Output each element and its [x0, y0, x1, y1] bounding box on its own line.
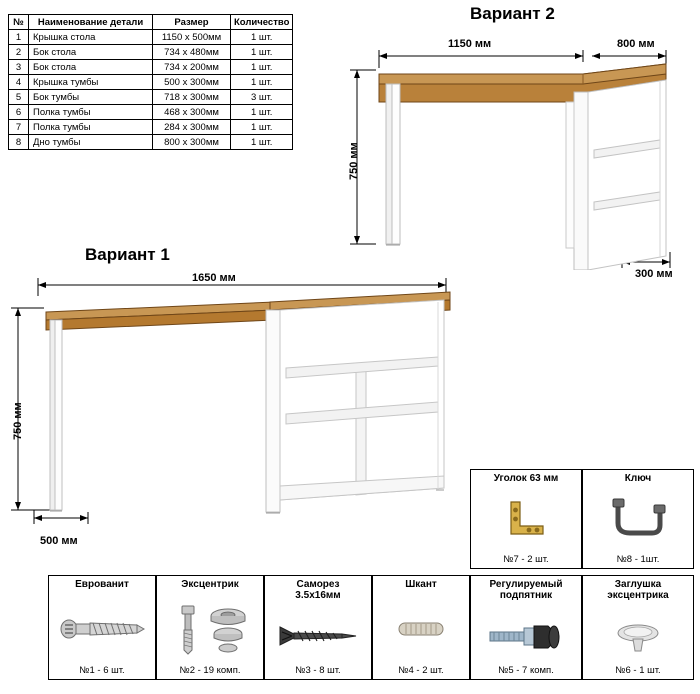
- hardware-card-cam-cover-cap: [582, 575, 694, 680]
- table-header-name: Наименование детали: [29, 15, 153, 30]
- hardware-caption: №8 - 1шт.: [616, 554, 660, 565]
- corner-bracket-icon: [471, 490, 581, 550]
- hardware-title: Уголок 63 мм: [493, 473, 559, 484]
- hardware-caption: №7 - 2 шт.: [503, 554, 549, 565]
- cam-lock-icon: [157, 596, 263, 661]
- cell-name: Полка тумбы: [29, 120, 153, 135]
- hardware-caption: №3 - 8 шт.: [295, 665, 341, 676]
- confirmat-screw-icon: [49, 596, 155, 661]
- cell-number: 3: [9, 60, 29, 75]
- table-header-number: №: [9, 15, 29, 30]
- hardware-title-line2: 3.5х16мм: [295, 590, 341, 601]
- hardware-caption: №6 - 1 шт.: [615, 665, 661, 676]
- hardware-caption: №4 - 2 шт.: [398, 665, 444, 676]
- table-row: [9, 60, 293, 75]
- variant1-drawing: [4, 262, 474, 552]
- hardware-caption: №1 - 6 шт.: [79, 665, 125, 676]
- hardware-card-corner-bracket: [470, 469, 582, 569]
- hardware-caption: №2 - 19 комп.: [179, 665, 241, 676]
- cell-name: Бок стола: [29, 60, 153, 75]
- cell-number: 2: [9, 45, 29, 60]
- table-row: [9, 90, 293, 105]
- table-row: [9, 135, 293, 150]
- cam-cover-cap-icon: [583, 614, 693, 661]
- hardware-card-adjustable-foot: [470, 575, 582, 680]
- hardware-caption: №5 - 7 комп.: [498, 665, 554, 676]
- cell-number: 8: [9, 135, 29, 150]
- cell-number: 6: [9, 105, 29, 120]
- cell-number: 5: [9, 90, 29, 105]
- parts-table: [8, 14, 293, 150]
- cell-name: Бок тумбы: [29, 90, 153, 105]
- cell-qty: 1 шт.: [231, 45, 293, 60]
- hardware-title: Еврованит: [75, 579, 129, 590]
- table-header-size: Размер: [153, 15, 231, 30]
- hardware-title-line1: Регулируемый: [489, 579, 563, 590]
- hardware-title-line2: подпятник: [499, 590, 553, 601]
- self-tapping-screw-icon: [265, 610, 371, 661]
- cell-qty: 1 шт.: [231, 120, 293, 135]
- cell-size: 468 х 300мм: [153, 105, 231, 120]
- table-row: [9, 75, 293, 90]
- cell-size: 500 х 300мм: [153, 75, 231, 90]
- hardware-title: [265, 576, 371, 601]
- hardware-card-dowel: [372, 575, 470, 680]
- hardware-title-line2: эксцентрика: [607, 590, 669, 601]
- variant2-dim-top-right: 800 мм: [617, 38, 655, 50]
- dowel-icon: [373, 596, 469, 661]
- hardware-title-line1: Саморез: [296, 579, 340, 590]
- table-row: [9, 45, 293, 60]
- variant1-dim-height: 750 мм: [12, 402, 24, 440]
- cell-name: Полка тумбы: [29, 105, 153, 120]
- cell-qty: 1 шт.: [231, 60, 293, 75]
- hardware-title: [583, 576, 693, 601]
- cell-size: 800 х 300мм: [153, 135, 231, 150]
- table-row: [9, 120, 293, 135]
- cell-name: Крышка стола: [29, 30, 153, 45]
- cell-qty: 3 шт.: [231, 90, 293, 105]
- variant2-dim-top-left: 1150 мм: [448, 38, 492, 50]
- cell-number: 1: [9, 30, 29, 45]
- hardware-title: [471, 576, 581, 601]
- hardware-card-hex-key: [582, 469, 694, 569]
- hardware-title-line1: Заглушка: [614, 579, 662, 590]
- variant1-title: Вариант 1: [85, 245, 170, 264]
- table-row: [9, 105, 293, 120]
- cell-qty: 1 шт.: [231, 135, 293, 150]
- hardware-title: Эксцентрик: [181, 579, 239, 590]
- cell-size: 734 х 480мм: [153, 45, 231, 60]
- cell-qty: 1 шт.: [231, 75, 293, 90]
- cell-name: Крышка тумбы: [29, 75, 153, 90]
- cell-size: 284 х 300мм: [153, 120, 231, 135]
- table-row: [9, 30, 293, 45]
- variant2-title: Вариант 2: [470, 4, 555, 23]
- adjustable-foot-icon: [471, 612, 581, 661]
- variant2-dim-depth: 300 мм: [635, 268, 673, 280]
- cell-qty: 1 шт.: [231, 105, 293, 120]
- cell-size: 734 х 200мм: [153, 60, 231, 75]
- cell-number: 4: [9, 75, 29, 90]
- hex-key-icon: [583, 490, 693, 550]
- cell-size: 1150 x 500мм: [153, 30, 231, 45]
- cell-size: 718 х 300мм: [153, 90, 231, 105]
- variant2-dim-height: 750 мм: [348, 142, 360, 180]
- variant1-dim-depth: 500 мм: [40, 535, 78, 547]
- table-header-row: [9, 15, 293, 30]
- hardware-card-cam-lock: [156, 575, 264, 680]
- cell-qty: 1 шт.: [231, 30, 293, 45]
- cell-name: Бок стола: [29, 45, 153, 60]
- variant2-drawing: [330, 30, 700, 270]
- cell-number: 7: [9, 120, 29, 135]
- variant1-dim-width: 1650 мм: [192, 272, 236, 284]
- hardware-title: Шкант: [405, 579, 437, 590]
- hardware-title: Ключ: [624, 473, 652, 484]
- cell-name: Дно тумбы: [29, 135, 153, 150]
- hardware-card-self-tapping-screw: [264, 575, 372, 680]
- table-header-qty: Количество: [231, 15, 293, 30]
- hardware-card-confirmat: [48, 575, 156, 680]
